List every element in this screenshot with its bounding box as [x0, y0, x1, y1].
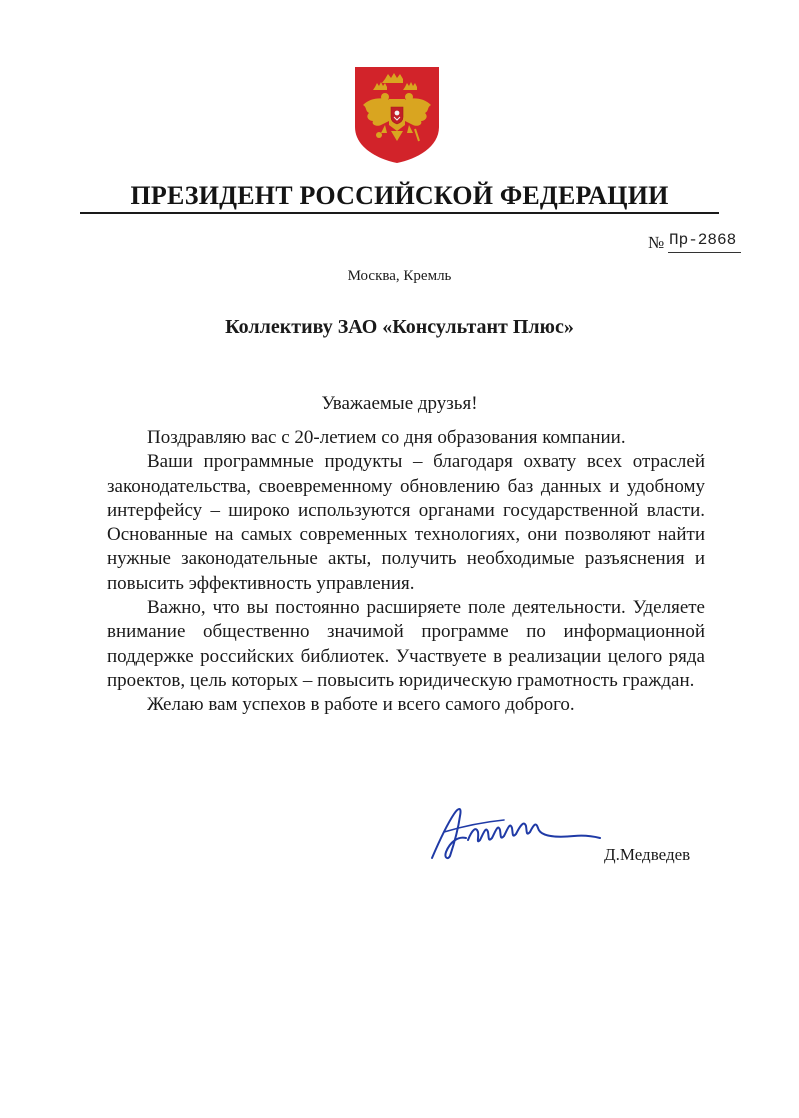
page-title: ПРЕЗИДЕНТ РОССИЙСКОЙ ФЕДЕРАЦИИ: [130, 181, 669, 210]
number-sign: №: [648, 233, 665, 252]
salutation: Уважаемые друзья!: [321, 393, 478, 414]
addressee: Коллективу ЗАО «Консультант Плюс»: [225, 316, 574, 338]
signer-name: Д.Медведев: [604, 845, 691, 864]
number-underline: [668, 252, 741, 253]
coat-of-arms-icon: [355, 67, 439, 163]
paragraph: Важно, что вы постоянно расширяете поле деятельности. Уделяете внимание общественно значимой программе по информационной поддержке российских библиотек. Участвуете в реализации целого ряда проектов, цель которых – повысить юридическую грамотность граждан.: [107, 597, 705, 691]
paragraph: Ваши программные продукты – благодаря охвату всех отраслей законодательства, своевременному обновлению баз данных и удобному интерфейсу – широко используются органами государственной власти. Основанные на самых современных технологиях, они позволяют найти нужные законодательные акты, получить необходимые разъяснения и повысить эффективность управления.: [107, 451, 705, 594]
paragraph: Желаю вам успехов в работе и всего самого доброго.: [147, 694, 575, 716]
number-value: Пр-2868: [669, 231, 737, 249]
document-number: [648, 231, 748, 257]
title-divider: [80, 212, 719, 214]
paragraph: Поздравляю вас с 20-летием со дня образования компании.: [147, 427, 626, 448]
letter-body: [107, 426, 705, 718]
handwritten-signature: [424, 796, 604, 866]
place-line: Москва, Кремль: [347, 268, 452, 284]
